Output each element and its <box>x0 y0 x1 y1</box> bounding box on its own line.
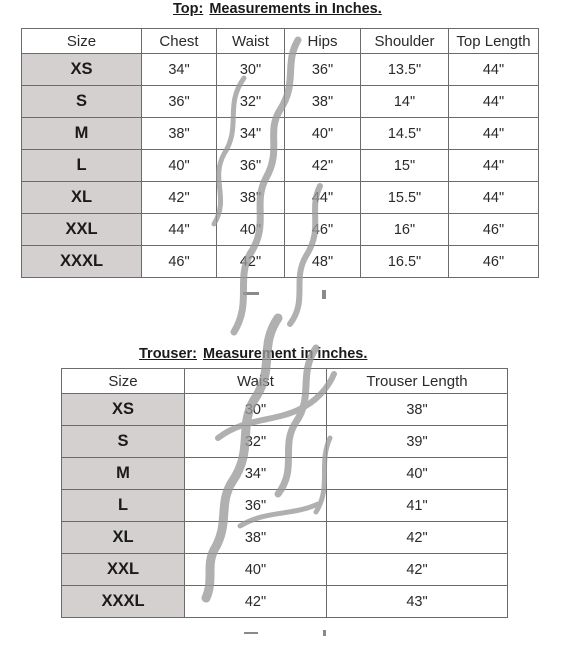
shoulder-cell: 16.5" <box>361 246 449 278</box>
size-cell: S <box>62 426 185 458</box>
table-row <box>22 214 539 246</box>
hips-cell: 42" <box>285 150 361 182</box>
size-cell: XL <box>22 182 142 214</box>
shoulder-cell: 13.5" <box>361 54 449 86</box>
waist-cell: 40" <box>185 554 327 586</box>
trouser-title-label: Trouser: <box>139 346 198 362</box>
shoulder-cell: 14" <box>361 86 449 118</box>
trouser-header-trouser-length: Trouser Length <box>327 369 508 394</box>
table-row <box>22 182 539 214</box>
size-cell: S <box>22 86 142 118</box>
top-header-top-length: Top Length <box>449 29 539 54</box>
waist-cell: 34" <box>217 118 285 150</box>
hips-cell: 36" <box>285 54 361 86</box>
scan-mark <box>323 630 326 636</box>
waist-cell: 30" <box>217 54 285 86</box>
trouser-header-waist: Waist <box>185 369 327 394</box>
top-header-chest: Chest <box>142 29 217 54</box>
table-row <box>62 586 508 618</box>
trouser-table-title <box>139 346 367 362</box>
waist-cell: 34" <box>185 458 327 490</box>
trouser-length-cell: 38" <box>327 394 508 426</box>
trouser-title-text: Measurement in inches. <box>203 346 368 362</box>
table-row <box>62 394 508 426</box>
chest-cell: 36" <box>142 86 217 118</box>
waist-cell: 36" <box>185 490 327 522</box>
top-length-cell: 44" <box>449 182 539 214</box>
hips-cell: 46" <box>285 214 361 246</box>
chest-cell: 46" <box>142 246 217 278</box>
trouser-length-cell: 41" <box>327 490 508 522</box>
size-cell: XXXL <box>22 246 142 278</box>
hips-cell: 48" <box>285 246 361 278</box>
shoulder-cell: 15.5" <box>361 182 449 214</box>
shoulder-cell: 14.5" <box>361 118 449 150</box>
chest-cell: 40" <box>142 150 217 182</box>
scan-mark <box>243 292 259 295</box>
size-cell: XXL <box>22 214 142 246</box>
size-cell: XXL <box>62 554 185 586</box>
top-header-waist: Waist <box>217 29 285 54</box>
scan-mark <box>244 632 258 634</box>
table-row <box>62 490 508 522</box>
top-table-title <box>173 1 382 17</box>
top-header-hips: Hips <box>285 29 361 54</box>
top-header-shoulder: Shoulder <box>361 29 449 54</box>
chest-cell: 42" <box>142 182 217 214</box>
size-cell: XXXL <box>62 586 185 618</box>
size-cell: XL <box>62 522 185 554</box>
trouser-size-table <box>61 368 508 618</box>
hips-cell: 44" <box>285 182 361 214</box>
top-length-cell: 44" <box>449 86 539 118</box>
trouser-length-cell: 39" <box>327 426 508 458</box>
top-title-label: Top: <box>173 1 204 17</box>
table-row <box>62 426 508 458</box>
waist-cell: 36" <box>217 150 285 182</box>
hips-cell: 40" <box>285 118 361 150</box>
table-row <box>62 554 508 586</box>
table-row <box>22 150 539 182</box>
waist-cell: 42" <box>217 246 285 278</box>
top-length-cell: 46" <box>449 214 539 246</box>
table-row <box>62 458 508 490</box>
size-cell: M <box>22 118 142 150</box>
chest-cell: 38" <box>142 118 217 150</box>
size-cell: XS <box>62 394 185 426</box>
top-length-cell: 44" <box>449 118 539 150</box>
waist-cell: 38" <box>185 522 327 554</box>
table-row <box>22 118 539 150</box>
size-cell: M <box>62 458 185 490</box>
top-length-cell: 44" <box>449 150 539 182</box>
trouser-header-size: Size <box>62 369 185 394</box>
chest-cell: 34" <box>142 54 217 86</box>
waist-cell: 32" <box>217 86 285 118</box>
waist-cell: 42" <box>185 586 327 618</box>
trouser-length-cell: 43" <box>327 586 508 618</box>
table-row <box>22 54 539 86</box>
trouser-length-cell: 42" <box>327 554 508 586</box>
size-cell: L <box>22 150 142 182</box>
top-length-cell: 46" <box>449 246 539 278</box>
waist-cell: 38" <box>217 182 285 214</box>
top-header-row <box>22 29 539 54</box>
waist-cell: 32" <box>185 426 327 458</box>
waist-cell: 40" <box>217 214 285 246</box>
trouser-header-row <box>62 369 508 394</box>
shoulder-cell: 16" <box>361 214 449 246</box>
top-header-size: Size <box>22 29 142 54</box>
table-row <box>22 86 539 118</box>
chest-cell: 44" <box>142 214 217 246</box>
table-row <box>22 246 539 278</box>
top-size-table <box>21 28 539 278</box>
top-title-text: Measurements in Inches. <box>209 1 382 17</box>
trouser-length-cell: 40" <box>327 458 508 490</box>
trouser-length-cell: 42" <box>327 522 508 554</box>
top-length-cell: 44" <box>449 54 539 86</box>
size-cell: L <box>62 490 185 522</box>
scan-mark <box>322 290 326 299</box>
table-row <box>62 522 508 554</box>
hips-cell: 38" <box>285 86 361 118</box>
shoulder-cell: 15" <box>361 150 449 182</box>
size-cell: XS <box>22 54 142 86</box>
waist-cell: 30" <box>185 394 327 426</box>
